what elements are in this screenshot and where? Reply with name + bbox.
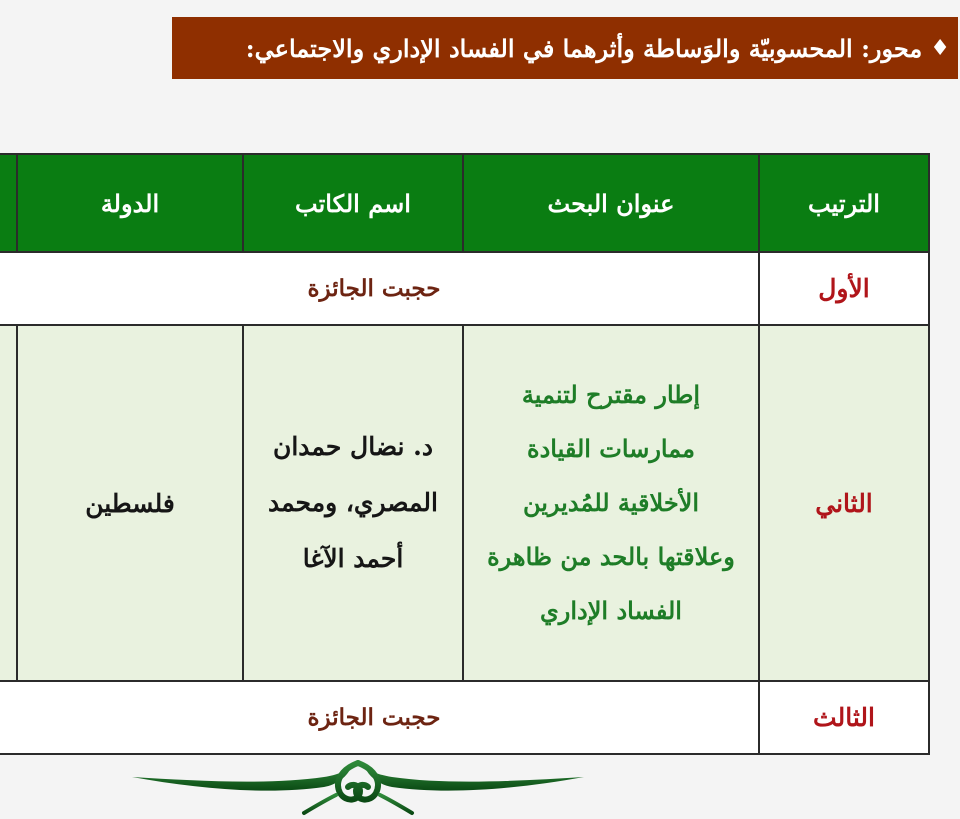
author-line: د. نضال حمدان	[273, 432, 433, 461]
results-table	[0, 153, 930, 755]
header-title: عنوان البحث	[463, 154, 759, 252]
table-row-third	[0, 681, 929, 754]
title-line: ممارسات القيادة	[527, 434, 695, 463]
author-line: المصري، ومحمد	[267, 488, 438, 517]
author-line: أحمد الآغا	[302, 544, 404, 573]
section-heading	[172, 17, 958, 79]
author-cell	[243, 325, 463, 681]
country-cell: فلسطين	[17, 325, 243, 681]
title-line: إطار مقترح لتنمية	[521, 380, 701, 409]
title-line: وعلاقتها بالحد من ظاهرة	[487, 542, 735, 571]
table-header-row	[0, 154, 929, 252]
diamond-bullet-icon: ♦	[930, 35, 950, 61]
withheld-third: حجبت الجائزة	[0, 681, 759, 754]
extra-cell	[0, 325, 17, 681]
header-rank: الترتيب	[759, 154, 929, 252]
table-row-first	[0, 252, 929, 325]
rank-second: الثاني	[759, 325, 929, 681]
section-heading-text: محور: المحسوبيّة والوَساطة وأثرهما في الفساد الإداري والاجتماعي:	[245, 33, 923, 63]
rank-third: الثالث	[759, 681, 929, 754]
withheld-first: حجبت الجائزة	[0, 252, 759, 325]
header-author: اسم الكاتب	[243, 154, 463, 252]
rank-first: الأول	[759, 252, 929, 325]
title-line: الأخلاقية للمُديرين	[522, 488, 700, 517]
header-country: الدولة	[17, 154, 243, 252]
research-title-cell	[463, 325, 759, 681]
table-row-second	[0, 325, 929, 681]
header-extra	[0, 154, 17, 252]
decorative-divider-icon	[128, 755, 588, 819]
title-line: الفساد الإداري	[540, 596, 682, 625]
results-table-container	[0, 153, 928, 755]
